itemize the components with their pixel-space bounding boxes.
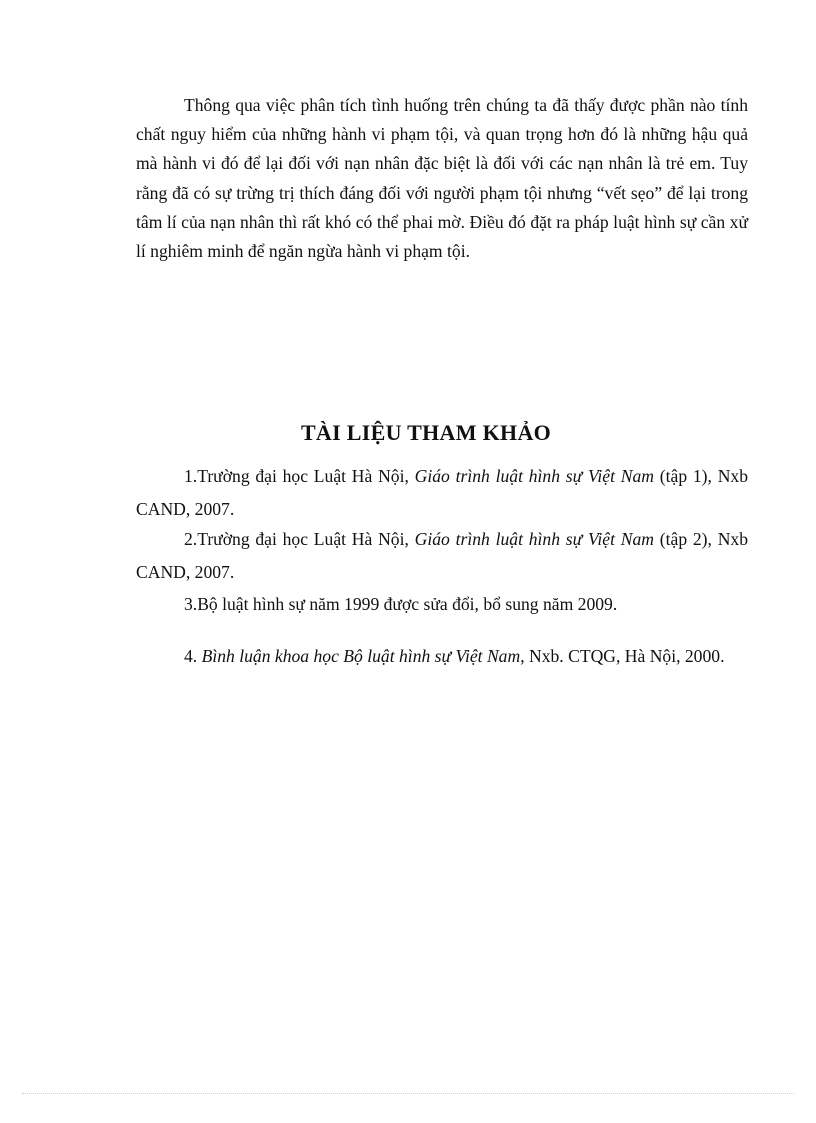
reference-4-suffix: , Nxb. CTQG, Hà Nội, 2000.	[520, 646, 725, 666]
body-paragraph: Thông qua việc phân tích tình huống trên chúng ta đã thấy được phần nào tính chất nguy hiểm của những hành vi phạm tội, và quan trọng hơn đó là những hậu quả mà hành vi đó để lại đối với nạn nhân đặc biệt là đối với các nạn nhân là trẻ em. Tuy rằng đã có sự trừng trị thích đáng đối với người phạm tội nhưng “vết sẹo” để lại trong tâm lí của nạn nhân thì rất khó có thể phai mờ. Điều đó đặt ra pháp luật hình sự cần xử lí nghiêm minh để ngăn ngừa hành vi phạm tội.	[136, 95, 748, 262]
reference-item-2	[136, 523, 748, 588]
reference-2-prefix: 2.Trường đại học Luật Hà Nội,	[184, 529, 415, 549]
reference-2-title: Giáo trình luật hình sự Việt Nam	[414, 529, 654, 549]
page-bottom-divider	[22, 1093, 794, 1094]
reference-item-1	[136, 460, 748, 525]
reference-1-suffix: (tập 1), Nxb CAND, 2007.	[136, 466, 748, 519]
reference-1-title: Giáo trình luật hình sự Việt Nam	[414, 466, 654, 486]
reference-item-3	[136, 588, 748, 621]
reference-2-suffix: (tập 2), Nxb CAND, 2007.	[136, 529, 748, 582]
reference-1-prefix: 1.Trường đại học Luật Hà Nội,	[184, 466, 415, 486]
reference-item-4	[136, 640, 748, 673]
references-heading: TÀI LIỆU THAM KHẢO	[300, 420, 552, 445]
reference-3-prefix: 3.Bộ luật hình sự năm 1999 được sửa đổi, bổ sung năm 2009.	[184, 594, 618, 614]
reference-4-title: Bình luận khoa học Bộ luật hình sự Việt Nam	[201, 646, 521, 666]
reference-4-prefix: 4.	[184, 646, 202, 666]
